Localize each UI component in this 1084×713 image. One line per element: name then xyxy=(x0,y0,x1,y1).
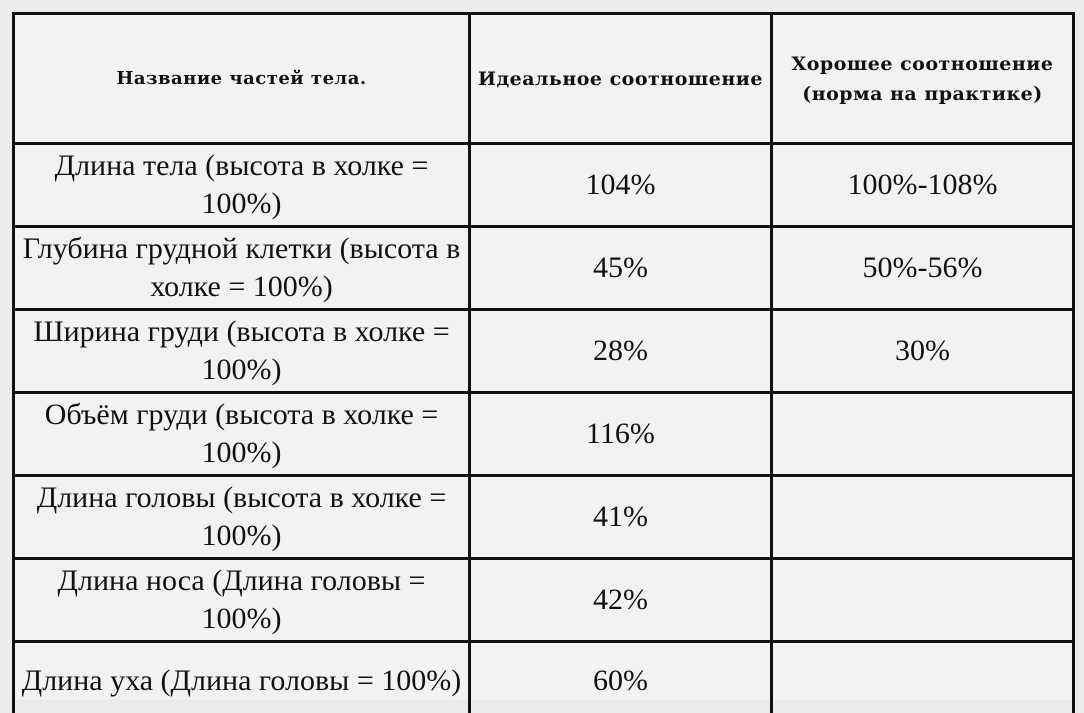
cell-good xyxy=(772,559,1074,642)
cell-ideal: 28% xyxy=(470,310,772,393)
table-header-row xyxy=(14,14,1074,144)
cell-good xyxy=(772,393,1074,476)
header-ideal-ratio: Идеальное соотношение xyxy=(470,14,772,144)
cell-good: 100%-108% xyxy=(772,144,1074,227)
cell-part: Глубина грудной клетки (высота в холке = 100%) xyxy=(14,227,470,310)
cell-part: Длина носа (Длина головы = 100%) xyxy=(14,559,470,642)
table-row xyxy=(14,144,1074,227)
cell-good: 50%-56% xyxy=(772,227,1074,310)
header-body-part: Название частей тела. xyxy=(14,14,470,144)
cell-part: Длина головы (высота в холке = 100%) xyxy=(14,476,470,559)
cell-good xyxy=(772,476,1074,559)
proportions-table xyxy=(12,12,1075,713)
cell-ideal: 45% xyxy=(470,227,772,310)
header-good-ratio: Хорошее соотношение (норма на практике) xyxy=(772,14,1074,144)
cell-good xyxy=(772,642,1074,713)
cell-ideal: 60% xyxy=(470,642,772,713)
table-row xyxy=(14,310,1074,393)
cell-part: Объём груди (высота в холке = 100%) xyxy=(14,393,470,476)
table-row xyxy=(14,227,1074,310)
table-row xyxy=(14,476,1074,559)
cell-ideal: 116% xyxy=(470,393,772,476)
table-row xyxy=(14,642,1074,713)
cell-part: Ширина груди (высота в холке = 100%) xyxy=(14,310,470,393)
cell-part: Длина уха (Длина головы = 100%) xyxy=(14,642,470,713)
table-row xyxy=(14,559,1074,642)
proportions-table-container xyxy=(12,12,1072,700)
cell-part: Длина тела (высота в холке = 100%) xyxy=(14,144,470,227)
cell-ideal: 42% xyxy=(470,559,772,642)
table-row xyxy=(14,393,1074,476)
cell-ideal: 41% xyxy=(470,476,772,559)
cell-ideal: 104% xyxy=(470,144,772,227)
cell-good: 30% xyxy=(772,310,1074,393)
